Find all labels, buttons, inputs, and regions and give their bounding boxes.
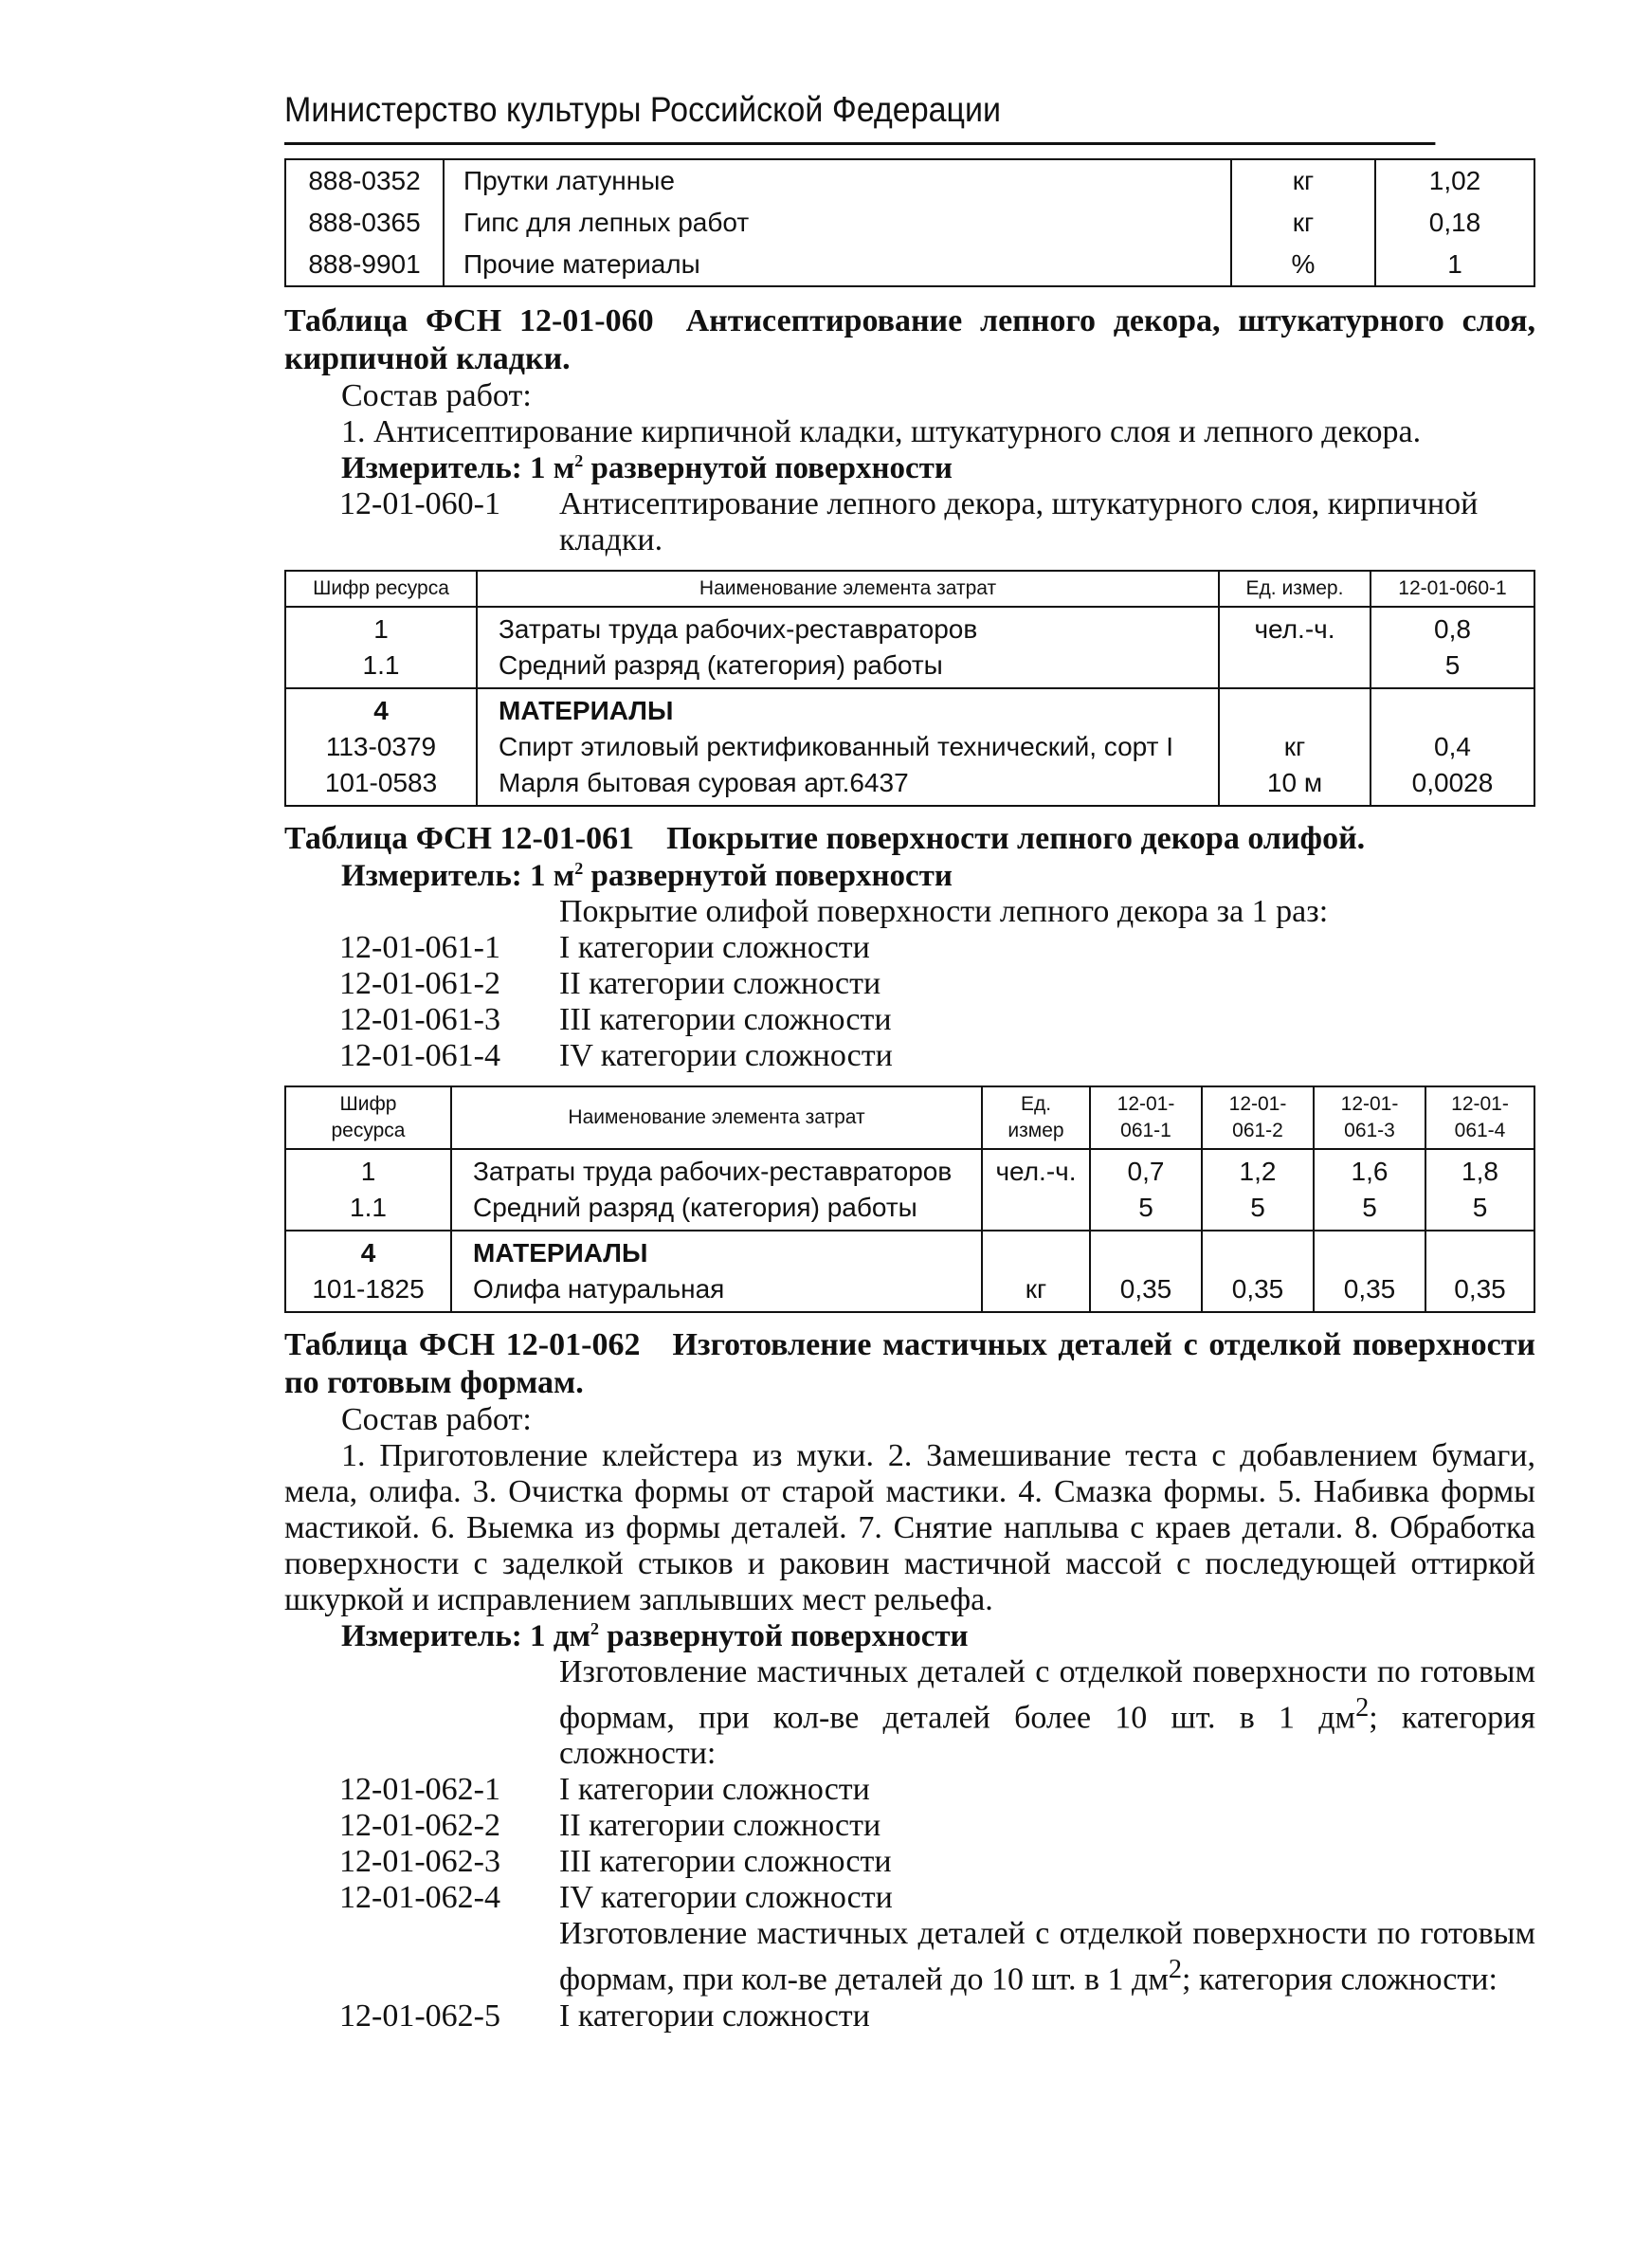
group1-intro-062: Изготовление мастичных деталей с отделкой поверхности по готовым формам, при кол-ве деталей более 10 шт. в 1 $дм^2$; категория сложности: bbox=[559, 1654, 1536, 1772]
works-text-060: 1. Антисептирование кирпичной кладки, штукатурного слоя и лепного декора. bbox=[341, 414, 1422, 449]
item-061-3: 12-01-061-3 III категории сложности bbox=[339, 1002, 892, 1037]
item-061-4: 12-01-061-4 IV категории сложности bbox=[339, 1038, 893, 1073]
resource-table-061 bbox=[284, 1086, 1535, 1313]
cell-code: 888-0352 888-0365 888-9901 bbox=[308, 166, 421, 279]
item-062-1: 12-01-062-1 I категории сложности bbox=[339, 1772, 870, 1808]
item-061-2: 12-01-061-2 II категории сложности bbox=[339, 966, 881, 1001]
measure-060: Измеритель: 1 $м^2$ развернутой поверхности bbox=[341, 451, 953, 485]
works-label-062: Состав работ: bbox=[341, 1402, 532, 1437]
table-row: 4 101-1825 МАТЕРИАЛЫ Олифа натуральная кг 0,35 0,35 0,35 0,35 bbox=[285, 1231, 1534, 1312]
table-row: 1 1.1 Затраты труда рабочих-реставраторов Средний разряд (категория) работы чел.-ч. 0,8 5 bbox=[285, 607, 1534, 688]
works-text-062: 1. Приготовление клейстера из муки. 2. Замешивание теста с добавлением бумаги, мела, олифа. 3. Очистка формы от старой мастики. 4. Смазка формы. 5. Набивка формы мастикой. 6. Выемка из формы деталей. 7. Снятие наплыва с краев детали. 8. Обработка поверхности с заделкой стыков и раковин мастичной массой с последующей оттиркой шкуркой и исправлением заплывших мест рельефа. bbox=[284, 1438, 1535, 1617]
table-caption-061: Таблица ФСН 12-01-061 Покрытие поверхности лепного декора олифой. bbox=[284, 821, 1366, 856]
intro-061: Покрытие олифой поверхности лепного декора за 1 раз: bbox=[559, 894, 1329, 929]
works-label-060: Состав работ: bbox=[341, 378, 532, 413]
materials-continuation-table bbox=[284, 158, 1535, 287]
table-caption-060: Таблица ФСН 12-01-060 Антисептирование лепного декора, штукатурного слоя, кирпичной кладки. bbox=[284, 303, 1535, 376]
item-062-2: 12-01-062-2 II категории сложности bbox=[339, 1808, 881, 1844]
table-row: 1 1.1 Затраты труда рабочих-реставраторов Средний разряд (категория) работы чел.-ч. 0,7 5 1,2 5 1,6 5 1,8 5 bbox=[285, 1149, 1534, 1231]
resource-table-060 bbox=[284, 570, 1535, 807]
item-060-1: 12-01-060-1 Антисептирование лепного декора, штукатурного слоя, кирпичной кладки. bbox=[339, 486, 1479, 557]
measure-061: Измеритель: 1 $м^2$ развернутой поверхности bbox=[341, 859, 953, 893]
table-header: Шифр ресурса Наименование элемента затрат Ед. измер. 12-01-060-1 bbox=[285, 571, 1534, 607]
ministry-title: Министерство культуры Российской Федерации bbox=[284, 90, 1002, 129]
item-062-3: 12-01-062-3 III категории сложности bbox=[339, 1844, 892, 1880]
cell-value: 1,02 0,18 1 bbox=[1375, 159, 1534, 286]
item-062-5: 12-01-062-5 I категории сложности bbox=[339, 1998, 870, 2034]
table-caption-062: Таблица ФСН 12-01-062 Изготовление мастичных деталей с отделкой поверхности по готовым формам. bbox=[284, 1327, 1535, 1400]
document-page bbox=[284, 85, 1535, 2034]
table-header: Шифр ресурса Наименование элемента затрат Ед. измер 12-01- 061-1 12-01- 061-2 12-01- 061-3 12-01- 061-4 bbox=[285, 1086, 1534, 1149]
page-header bbox=[284, 85, 1435, 145]
group2-intro-062: Изготовление мастичных деталей с отделкой поверхности по готовым формам, при кол-ве деталей до 10 шт. в 1 $дм^2$; категория сложности: bbox=[559, 1916, 1535, 1998]
table-row bbox=[285, 159, 1534, 286]
cell-unit: кг кг % bbox=[1231, 159, 1375, 286]
item-062-4: 12-01-062-4 IV категории сложности bbox=[339, 1880, 893, 1916]
table-row: 4 113-0379 101-0583 МАТЕРИАЛЫ Спирт этиловый ректификованный технический, сорт I Марля бытовая суровая арт.6437 кг 10 м 0,4 0,0028 bbox=[285, 688, 1534, 806]
measure-062: Измеритель: 1 $дм^2$ развернутой поверхности bbox=[341, 1619, 969, 1653]
cell-name: Прутки латунные Гипс для лепных работ Прочие материалы bbox=[444, 159, 1231, 286]
item-061-1: 12-01-061-1 I категории сложности bbox=[339, 930, 870, 965]
